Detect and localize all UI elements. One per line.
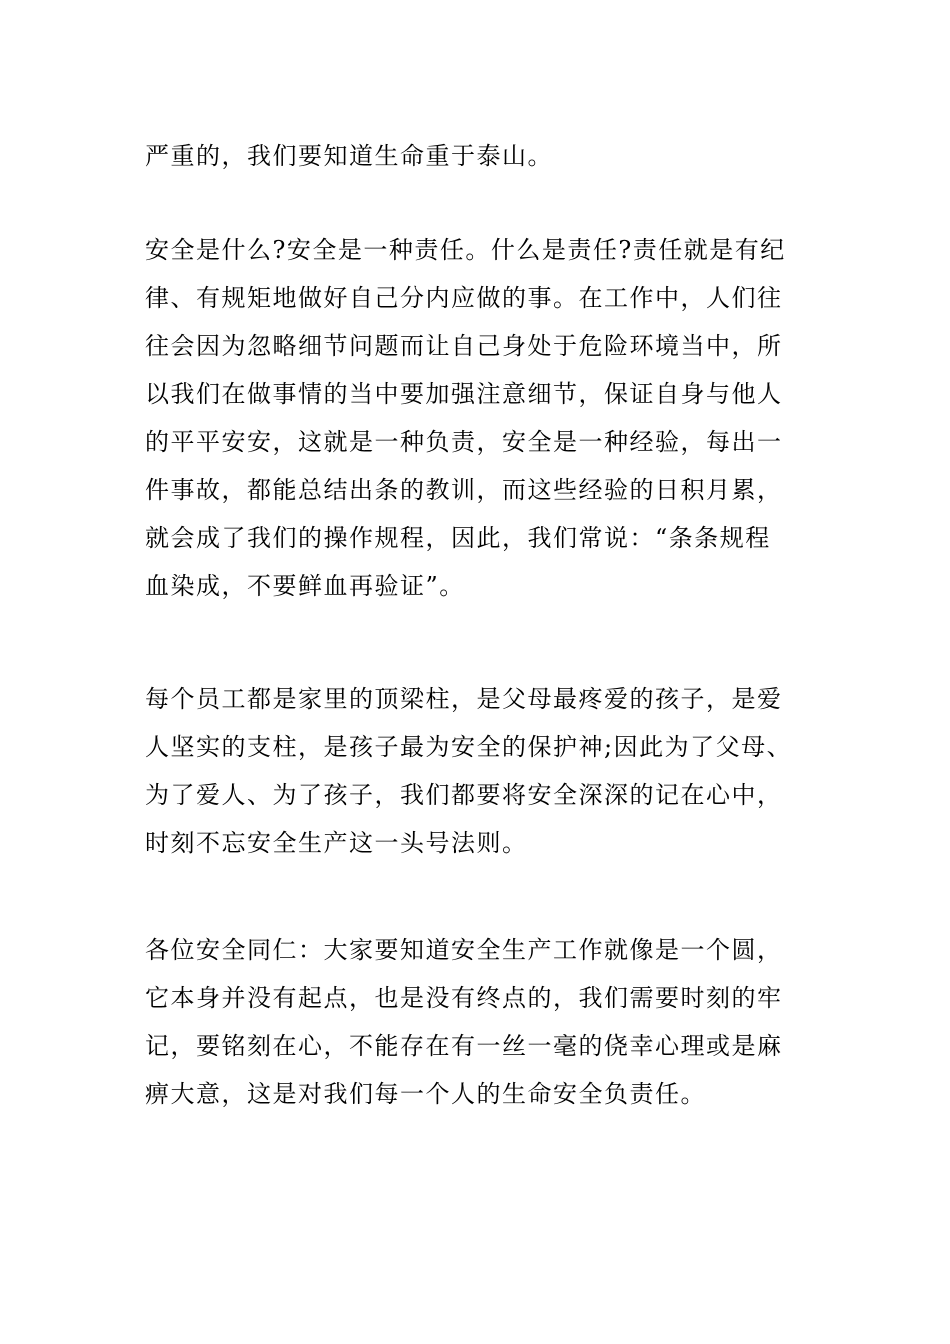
text-line: 痹大意，这是对我们每一个人的生命安全负责任。 xyxy=(145,1080,706,1108)
text-line: 它本身并没有起点，也是没有终点的，我们需要时刻的牢 xyxy=(145,984,783,1012)
paragraph-3 xyxy=(145,675,820,867)
text-line: 的平平安安，这就是一种负责，安全是一种经验，每出一 xyxy=(145,428,783,456)
text-line: 时刻不忘安全生产这一头号法则。 xyxy=(145,829,528,857)
text-line: 人坚实的支柱，是孩子最为安全的保护神;因此为了父母、 xyxy=(145,733,793,761)
text-line: 每个员工都是家里的顶梁柱，是父母最疼爱的孩子，是爱 xyxy=(145,685,783,713)
paragraph-1 xyxy=(145,132,820,180)
text-line: 以我们在做事情的当中要加强注意细节，保证自身与他人 xyxy=(145,380,783,408)
paragraph-2 xyxy=(145,226,820,610)
text-line: 律、有规矩地做好自己分内应做的事。在工作中，人们往 xyxy=(145,284,783,312)
text-line: 记，要铭刻在心，不能存在有一丝一毫的侥幸心理或是麻 xyxy=(145,1032,783,1060)
text-line: 严重的，我们要知道生命重于泰山。 xyxy=(145,142,553,170)
text-line: 为了爱人、为了孩子，我们都要将安全深深的记在心中， xyxy=(145,781,783,809)
text-line: 件事故，都能总结出条的教训，而这些经验的日积月累， xyxy=(145,476,783,504)
text-line: 就会成了我们的操作规程，因此，我们常说：“条条规程 xyxy=(145,524,771,552)
paragraph-4 xyxy=(145,926,820,1118)
text-line: 各位安全同仁：大家要知道安全生产工作就像是一个圆， xyxy=(145,936,783,964)
text-line: 安全是什么?安全是一种责任。什么是责任?责任就是有纪 xyxy=(145,236,786,264)
text-line: 往会因为忽略细节问题而让自己身处于危险环境当中，所 xyxy=(145,332,783,360)
text-line: 血染成，不要鲜血再验证”。 xyxy=(145,572,465,600)
